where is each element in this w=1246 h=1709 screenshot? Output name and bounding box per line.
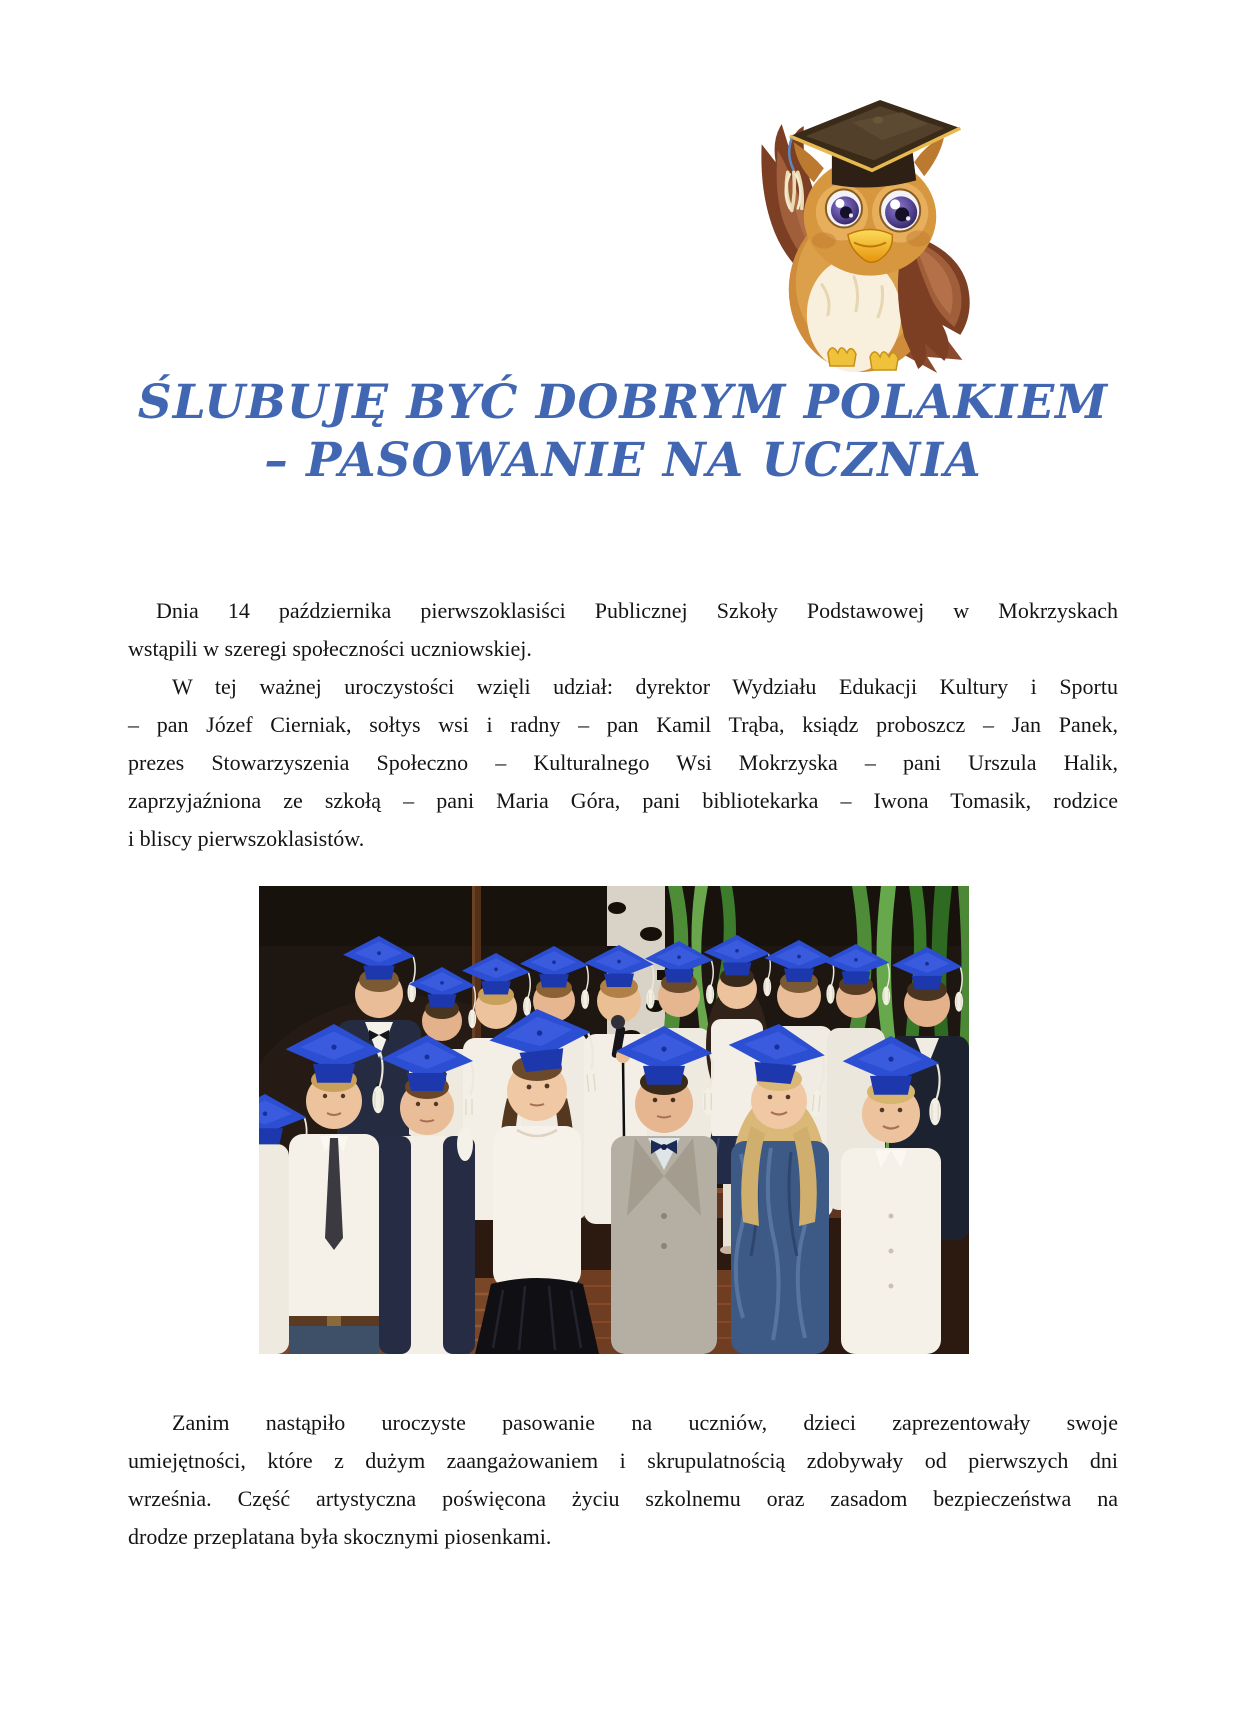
text-line: i bliscy pierwszoklasistów. [128, 826, 365, 851]
body-paragraph-2 [128, 668, 1118, 858]
title-line-1: ŚLUBUJĘ BYĆ DOBRYM POLAKIEM [137, 375, 1109, 430]
text-line: Zanim nastąpiło uroczyste pasowanie na uczniów, dzieci zaprezentowały swoje [172, 1410, 1118, 1435]
title-line-2: – PASOWANIE NA UCZNIA [264, 433, 982, 488]
text-line: zaprzyjaźniona ze szkołą – pani Maria Góra, pani bibliotekarka – Iwona Tomasik, rodzice [128, 788, 1118, 813]
text-line: W tej ważnej uroczystości wzięli udział: dyrektor Wydziału Edukacji Kultury i Sportu [172, 674, 1118, 699]
text-line: września. Część artystyczna poświęcona życiu szkolnemu oraz zasadom bezpieczeństwa na [128, 1486, 1118, 1511]
owl-tassel [786, 172, 803, 210]
text-line: – pan Józef Cierniak, sołtys wsi i radny – pan Kamil Trąba, ksiądz proboszcz – Jan Panek, [128, 712, 1118, 737]
body-paragraph-3 [128, 1404, 1118, 1556]
white-tassel [457, 1127, 473, 1161]
text-line: Dnia 14 października pierwszoklasiści Publicznej Szkoły Podstawowej w Mokrzyskach [156, 598, 1118, 623]
text-line: prezes Stowarzyszenia Społeczno – Kulturalnego Wsi Mokrzyska – pani Urszula Halik, [128, 750, 1118, 775]
body-paragraph-1 [128, 592, 1118, 668]
text-line: wstąpili w szeregi społeczności uczniowskiej. [128, 636, 532, 661]
owl-graduate-image [728, 84, 996, 380]
event-photo [259, 886, 969, 1354]
text-line: umiejętności, które z dużym zaangażowaniem i skrupulatnością zdobywały od pierwszych dni [128, 1448, 1118, 1473]
page-title [0, 374, 1246, 490]
text-line: drodze przeplatana była skocznymi piosenkami. [128, 1524, 552, 1549]
